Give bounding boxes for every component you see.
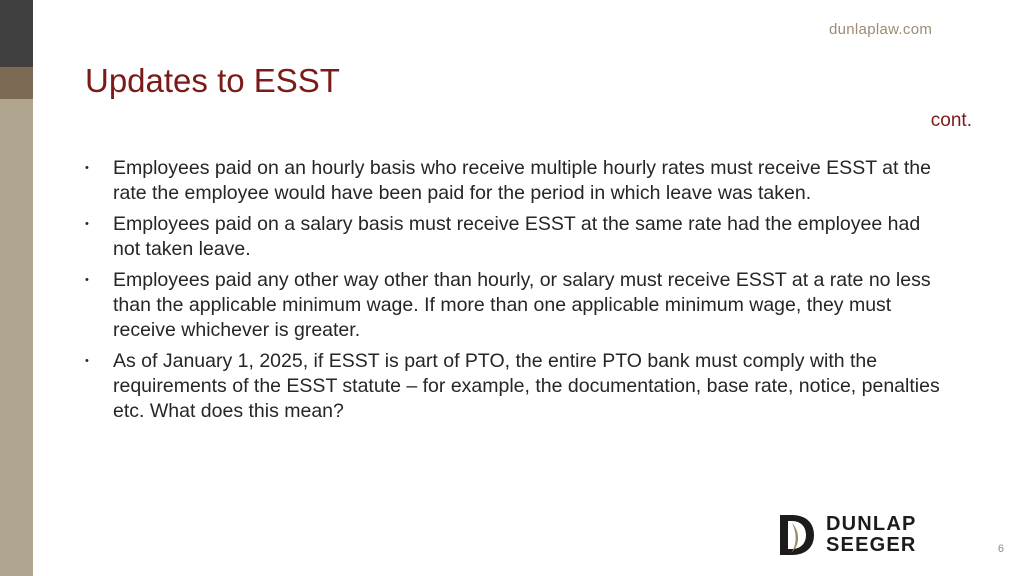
bullet-text: Employees paid on a salary basis must receive ESST at the same rate had the employee had not taken leave. — [113, 213, 921, 260]
continued-label: cont. — [930, 110, 972, 131]
dunlap-seeger-monogram-icon — [778, 513, 818, 557]
bullet-icon: • — [85, 218, 89, 230]
bullet-icon: • — [85, 162, 89, 174]
bullet-icon: • — [85, 355, 89, 367]
side-band-dark-segment — [0, 0, 33, 67]
side-band-brown-segment — [0, 67, 33, 99]
bullet-item — [82, 349, 952, 424]
bullet-text: Employees paid on an hourly basis who receive multiple hourly rates must receive ESST at the rate the employee would have been paid for the period in which leave was taken. — [113, 157, 931, 204]
side-accent-band — [0, 0, 33, 576]
bullet-text: Employees paid any other way other than hourly, or salary must receive ESST at a rate no less than the applicable minimum wage. If more than one applicable minimum wage, they must receive whichever is greater. — [113, 269, 931, 341]
bullet-item — [82, 156, 952, 206]
dunlap-seeger-logo — [778, 513, 953, 557]
bullet-icon: • — [85, 274, 89, 286]
logo-text-dunlap: DUNLAP — [826, 513, 917, 535]
side-band-tan-segment — [0, 99, 33, 576]
site-url: dunlaplaw.com — [829, 21, 933, 38]
page-number: 6 — [997, 543, 1004, 555]
bullet-text: As of January 1, 2025, if ESST is part of PTO, the entire PTO bank must comply with the requirements of the ESST statute – for example, the documentation, base rate, notice, penalties etc. What does this mean? — [113, 350, 940, 422]
bullet-item — [82, 268, 952, 343]
logo-text-seeger: SEEGER — [826, 534, 917, 556]
bullet-item — [82, 212, 952, 262]
bullet-list — [82, 156, 952, 430]
slide-title: Updates to ESST — [85, 62, 340, 99]
